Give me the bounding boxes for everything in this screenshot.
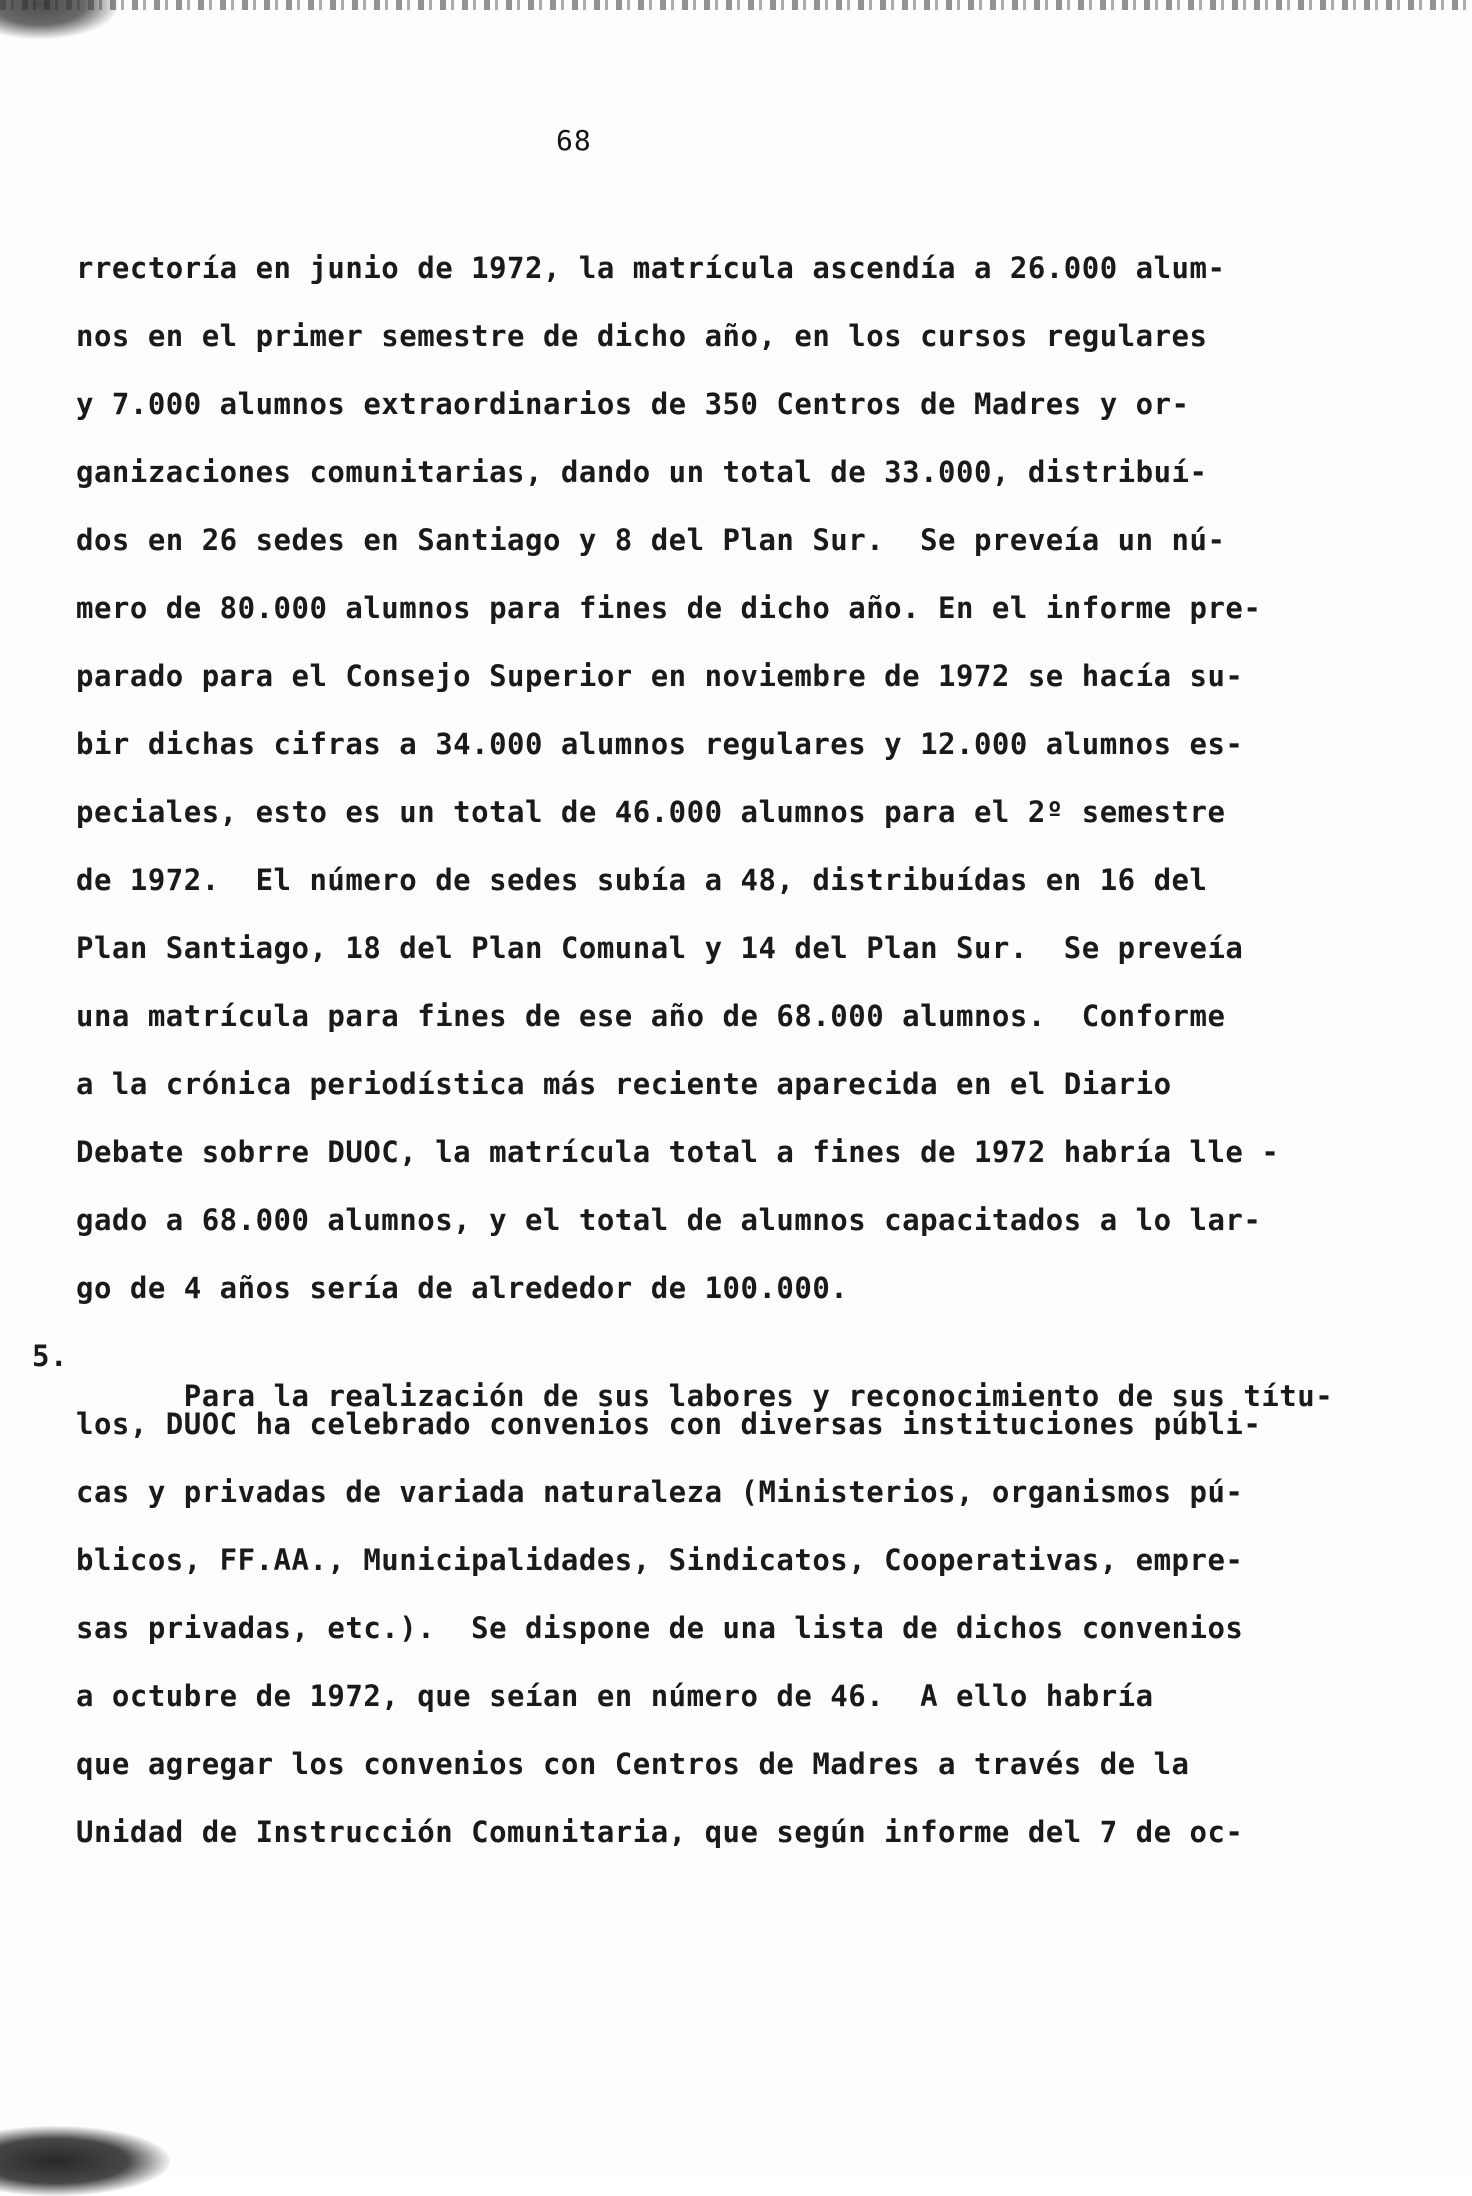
scan-edge-artifact — [0, 0, 1472, 10]
text-line: gado a 68.000 alumnos, y el total de alumnos capacitados a lo lar- — [76, 1203, 1262, 1237]
text-line: y 7.000 alumnos extraordinarios de 350 Centros de Madres y or- — [76, 387, 1190, 421]
text-line: cas y privadas de variada naturaleza (Ministerios, organismos pú- — [76, 1475, 1244, 1509]
text-line: Para la realización de sus labores y reconocimiento de sus títu- — [183, 1379, 1334, 1413]
text-line: una matrícula para fines de ese año de 68.000 alumnos. Conforme — [76, 999, 1226, 1033]
scan-corner-shadow-bottom-left — [0, 2126, 170, 2196]
body-text — [32, 248, 1346, 1880]
text-line: de 1972. El número de sedes subía a 48, distribuídas en 16 del — [76, 863, 1208, 897]
text-line: que agregar los convenios con Centros de Madres a través de la — [76, 1747, 1190, 1781]
text-line: a la crónica periodística más reciente aparecida en el Diario — [76, 1067, 1172, 1101]
text-line: ganizaciones comunitarias, dando un total de 33.000, distribuí- — [76, 455, 1208, 489]
text-line: mero de 80.000 alumnos para fines de dicho año. En el informe pre- — [76, 591, 1262, 625]
item-number: 5. — [32, 1339, 68, 1373]
text-line: rrectoría en junio de 1972, la matrícula ascendía a 26.000 alum- — [76, 251, 1226, 285]
text-line: peciales, esto es un total de 46.000 alumnos para el 2º semestre — [76, 795, 1226, 829]
text-line: go de 4 años sería de alrededor de 100.000. — [76, 1271, 849, 1305]
item-5-line — [32, 1336, 1346, 1413]
text-line: bir dichas cifras a 34.000 alumnos regulares y 12.000 alumnos es- — [76, 727, 1244, 761]
text-line: blicos, FF.AA., Municipalidades, Sindicatos, Cooperativas, empre- — [76, 1543, 1244, 1577]
text-line: los, DUOC ha celebrado convenios con diversas instituciones públi- — [76, 1407, 1262, 1441]
text-line: Debate sobrre DUOC, la matrícula total a fines de 1972 habría lle - — [76, 1135, 1280, 1169]
text-line: a octubre de 1972, que seían en número de 46. A ello habría — [76, 1679, 1154, 1713]
page-number: 68 — [556, 124, 592, 157]
text-line: Unidad de Instrucción Comunitaria, que según informe del 7 de oc- — [76, 1815, 1244, 1849]
text-line: Plan Santiago, 18 del Plan Comunal y 14 del Plan Sur. Se preveía — [76, 931, 1244, 965]
text-line: sas privadas, etc.). Se dispone de una lista de dichos convenios — [76, 1611, 1244, 1645]
scan-corner-shadow-top-left — [0, 0, 120, 40]
text-line: nos en el primer semestre de dicho año, en los cursos regulares — [76, 319, 1208, 353]
text-line: dos en 26 sedes en Santiago y 8 del Plan Sur. Se preveía un nú- — [76, 523, 1226, 557]
text-line: parado para el Consejo Superior en noviembre de 1972 se hacía su- — [76, 659, 1244, 693]
